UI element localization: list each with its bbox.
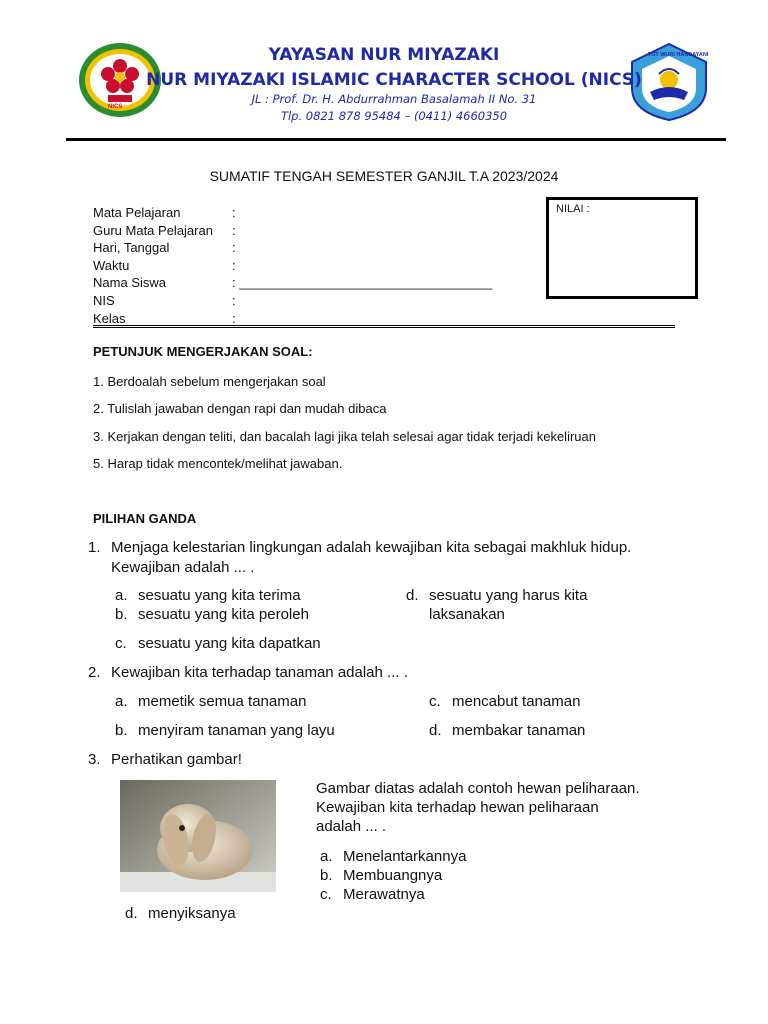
option-text[interactable]: memetik semua tanaman (138, 693, 307, 710)
question-number: 1. (88, 539, 101, 556)
question-number: 3. (88, 751, 101, 768)
option-letter: c. (115, 635, 127, 652)
info-label-name: Nama Siswa (93, 275, 166, 290)
info-label-class: Kelas (93, 311, 126, 326)
question-description: Kewajiban kita terhadap hewan peliharaan (316, 799, 599, 816)
question-number: 2. (88, 664, 101, 681)
option-letter: a. (320, 848, 333, 865)
info-label-teacher: Guru Mata Pelajaran (93, 223, 213, 238)
question-description: adalah ... . (316, 818, 387, 835)
info-label-subject: Mata Pelajaran (93, 205, 181, 220)
info-value-class[interactable]: : (232, 311, 236, 326)
option-text[interactable]: Membuangnya (343, 867, 443, 884)
section-heading: PILIHAN GANDA (93, 511, 197, 526)
question-text: Perhatikan gambar! (111, 751, 242, 768)
option-letter: d. (429, 722, 442, 739)
info-value-teacher[interactable]: : (232, 223, 236, 238)
info-label-nis: NIS (93, 293, 115, 308)
option-letter: b. (115, 606, 128, 623)
option-text-continued[interactable]: laksanakan (429, 606, 505, 623)
rabbit-image (120, 780, 276, 892)
option-text[interactable]: Merawatnya (343, 886, 425, 903)
exam-title: SUMATIF TENGAH SEMESTER GANJIL T.A 2023/2024 (209, 168, 559, 184)
info-label-date: Hari, Tanggal (93, 240, 170, 255)
question-text: Menjaga kelestarian lingkungan adalah kewajiban kita sebagai makhluk hidup. (111, 539, 632, 556)
question-text: Kewajiban adalah ... . (111, 559, 255, 576)
score-label: NILAI : (556, 203, 590, 215)
header-divider (66, 138, 726, 141)
option-text[interactable]: sesuatu yang kita dapatkan (138, 635, 321, 652)
instruction-item: 5. Harap tidak mencontek/melihat jawaban. (93, 456, 343, 471)
instructions-heading: PETUNJUK MENGERJAKAN SOAL: (93, 344, 313, 359)
info-value-date[interactable]: : (232, 240, 236, 255)
info-value-subject[interactable]: : (232, 205, 236, 220)
option-text[interactable]: sesuatu yang kita peroleh (138, 606, 309, 623)
option-text[interactable]: menyiksanya (148, 905, 236, 922)
tut-wuri-handayani-text: TUT WURI HANDAYANI (648, 52, 709, 58)
info-divider (93, 325, 675, 328)
option-text[interactable]: membakar tanaman (452, 722, 586, 739)
school-logo-text: NICS (108, 104, 123, 110)
option-letter: c. (429, 693, 441, 710)
info-value-time[interactable]: : (232, 258, 236, 273)
info-label-time: Waktu (93, 258, 130, 273)
option-letter: d. (406, 587, 419, 604)
info-value-nis[interactable]: : (232, 293, 236, 308)
question-description: Gambar diatas adalah contoh hewan peliharaan. (316, 780, 640, 797)
option-letter: a. (115, 693, 128, 710)
info-value-name[interactable]: : ___________________________________ (232, 275, 493, 290)
option-letter: b. (320, 867, 333, 884)
school-address: JL : Prof. Dr. H. Abdurrahman Basalamah II No. 31 (251, 92, 537, 106)
option-text[interactable]: menyiram tanaman yang layu (138, 722, 335, 739)
option-text[interactable]: sesuatu yang harus kita (429, 587, 588, 604)
foundation-name: YAYASAN NUR MIYAZAKI (268, 45, 500, 65)
option-letter: c. (320, 886, 332, 903)
option-text[interactable]: sesuatu yang kita terima (138, 587, 301, 604)
option-text[interactable]: mencabut tanaman (452, 693, 581, 710)
option-text[interactable]: Menelantarkannya (343, 848, 467, 865)
school-phone: Tlp. 0821 878 95484 – (0411) 4660350 (280, 109, 508, 123)
option-letter: b. (115, 722, 128, 739)
school-name: NUR MIYAZAKI ISLAMIC CHARACTER SCHOOL (NICS) (146, 70, 642, 90)
option-letter: d. (125, 905, 138, 922)
instruction-item: 1. Berdoalah sebelum mengerjakan soal (93, 374, 326, 389)
option-letter: a. (115, 587, 128, 604)
instruction-item: 2. Tulislah jawaban dengan rapi dan mudah dibaca (93, 401, 387, 416)
question-text: Kewajiban kita terhadap tanaman adalah ... . (111, 664, 408, 681)
instruction-item: 3. Kerjakan dengan teliti, dan bacalah lagi jika telah selesai agar tidak terjadi kekeliruan (93, 429, 596, 444)
